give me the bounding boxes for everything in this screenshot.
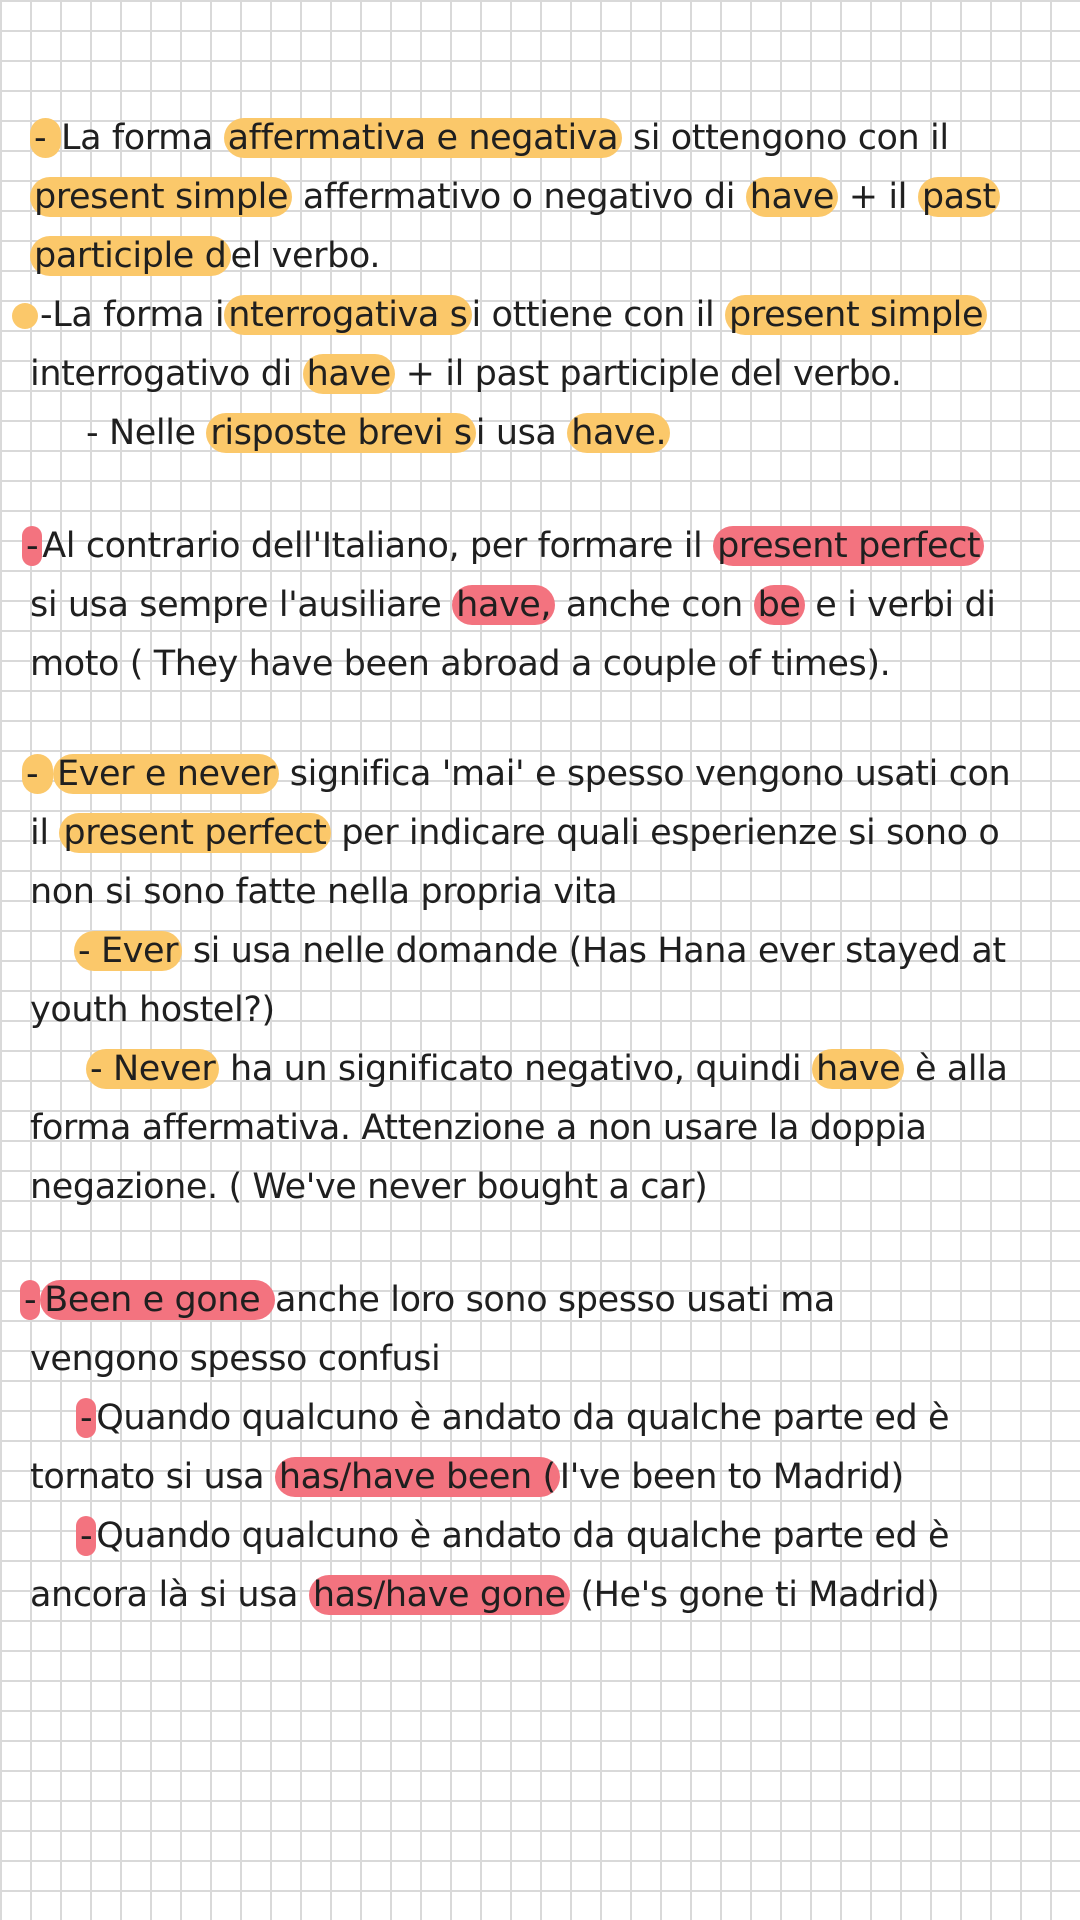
- note-line-3: participle d el verbo.: [30, 230, 380, 282]
- highlight-been-gone: Been e gone: [40, 1280, 275, 1320]
- note-line-23: ancora là si usa has/have gone (He's gone ti Madrid): [30, 1575, 940, 1615]
- highlight-present-simple-2: present simple: [725, 295, 987, 335]
- highlight-affermativa-negativa: affermativa e negativa: [224, 118, 623, 158]
- note-line-7: - Al contrario dell'Italiano, per formare il present perfect: [22, 520, 984, 572]
- highlight-interrogativa: nterrogativa s: [224, 295, 471, 335]
- highlight-have-red: have,: [452, 585, 555, 625]
- note-line-14: youth hostel?): [30, 990, 275, 1030]
- note-line-21: tornato si usa has/have been ( I've been to Madrid): [30, 1457, 904, 1497]
- note-line-4: -La forma i nterrogativa s i ottiene con il present simple: [12, 289, 987, 341]
- note-line-19: vengono spesso confusi: [30, 1339, 441, 1379]
- highlight-risposte-brevi: risposte brevi s: [206, 413, 475, 453]
- bullet-dot-yellow: [12, 303, 38, 329]
- highlight-have: have: [746, 177, 838, 217]
- note-line-9: moto ( They have been abroad a couple of times).: [30, 644, 891, 684]
- highlight-never: - Never: [86, 1049, 219, 1089]
- highlight-has-have-gone: has/have gone: [309, 1575, 570, 1615]
- note-line-2: present simple affermativo o negativo di have + il past: [30, 171, 1000, 223]
- note-line-17: negazione. ( We've never bought a car): [30, 1167, 708, 1207]
- note-line-11: il present perfect per indicare quali esperienze si sono o: [30, 813, 1000, 853]
- highlight-present-simple: present simple: [30, 177, 292, 217]
- highlight-be: be: [754, 585, 805, 625]
- highlight-bullet: -: [30, 118, 61, 158]
- note-line-1: - La forma affermativa e negativa si ottengono con il: [30, 112, 949, 164]
- note-line-20: - Quando qualcuno è andato da qualche parte ed è: [76, 1392, 949, 1444]
- highlight-present-perfect-2: present perfect: [59, 813, 330, 853]
- highlight-bullet-red-3: -: [76, 1398, 96, 1438]
- highlight-bullet-2: -: [22, 754, 53, 794]
- note-line-8: si usa sempre l'ausiliare have, anche con be e i verbi di: [30, 585, 996, 625]
- note-line-22: - Quando qualcuno è andato da qualche parte ed è: [76, 1510, 949, 1562]
- highlight-ever-never: Ever e never: [53, 754, 279, 794]
- note-line-6: - Nelle risposte brevi s i usa have.: [86, 407, 670, 459]
- note-line-15: - Never ha un significato negativo, quindi have è alla: [86, 1043, 1008, 1095]
- highlight-have-3: have.: [567, 413, 670, 453]
- highlight-have-2: have: [303, 354, 395, 394]
- highlight-present-perfect: present perfect: [713, 526, 984, 566]
- highlight-bullet-red-4: -: [76, 1516, 96, 1556]
- note-line-12: non si sono fatte nella propria vita: [30, 872, 618, 912]
- highlight-ever: - Ever: [74, 931, 182, 971]
- highlight-past: past: [918, 177, 1000, 217]
- note-line-10: - Ever e never significa 'mai' e spesso vengono usati con: [22, 748, 1010, 800]
- note-line-18: - Been e gone anche loro sono spesso usati ma: [20, 1274, 835, 1326]
- highlight-bullet-red: -: [22, 526, 42, 566]
- note-line-13: - Ever si usa nelle domande (Has Hana ever stayed at: [74, 925, 1006, 977]
- highlight-has-have-been: has/have been (: [275, 1457, 560, 1497]
- note-line-5: interrogativo di have + il past participle del verbo.: [30, 354, 902, 394]
- highlight-have-4: have: [812, 1049, 904, 1089]
- highlight-bullet-red-2: -: [20, 1280, 40, 1320]
- highlight-participle: participle d: [30, 236, 231, 276]
- note-line-16: forma affermativa. Attenzione a non usare la doppia: [30, 1108, 927, 1148]
